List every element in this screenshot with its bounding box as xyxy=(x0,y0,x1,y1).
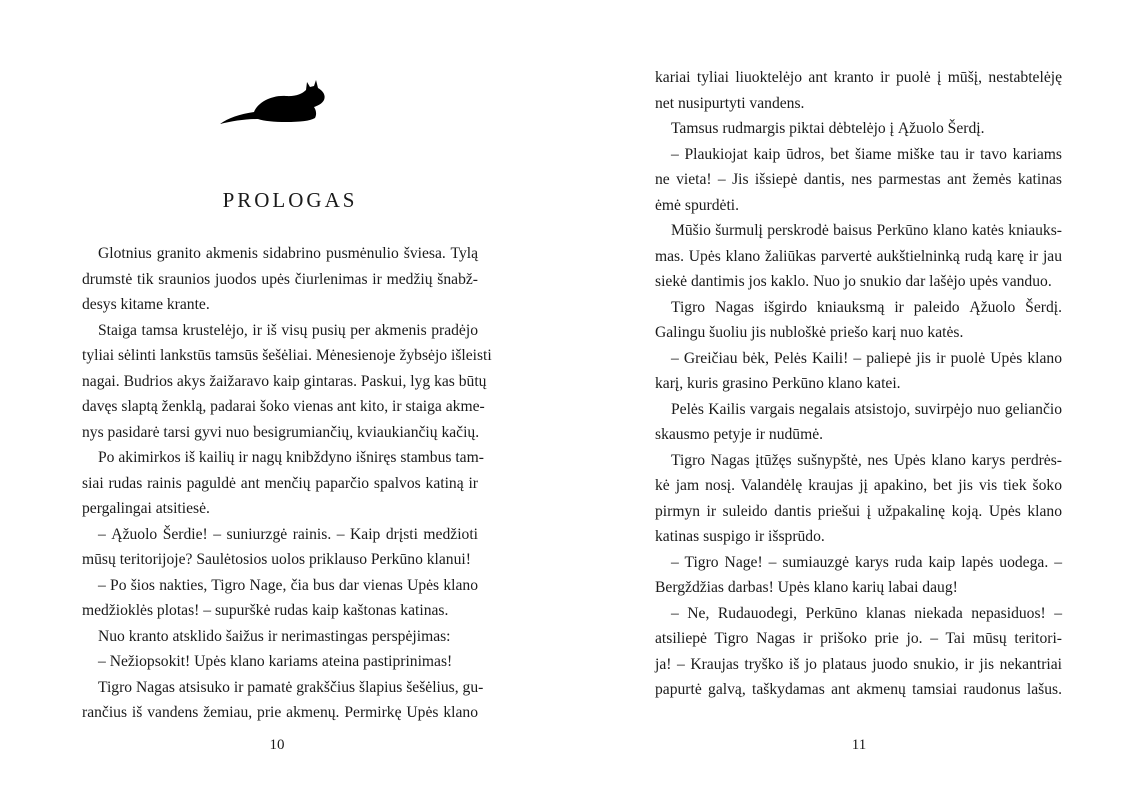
text-line: Nuo kranto atsklido šaižus ir nerimastingas perspėjimas: xyxy=(98,627,451,645)
text-line: – Tigro Nage! – sumiauzgė karys ruda kaip lapės uodega. – xyxy=(671,553,1062,571)
text-line: Glotnius granito akmenis sidabrino pusmėnulio šviesa. Tylą xyxy=(98,245,478,262)
text-line: Pelės Kailis vargais negalais atsistojo, suvirpėjo nuo geliančio xyxy=(671,400,1062,418)
text-line: papurtė galvą, taškydamas ant akmenų tamsiai raudonus lašus. xyxy=(655,681,1062,698)
text-line: siekė dantimis jos kaklo. Nuo jo snukio dar lašėjo upės vanduo. xyxy=(655,273,1052,290)
text-line: tyliai sėlinti lankstūs tamsūs šešėliai. Mėnesienoje žybsėjo išleisti xyxy=(82,347,492,364)
text-line: – Ąžuolo Šerdie! – suniurzgė rainis. – Kaip drįsti medžioti xyxy=(98,525,478,543)
text-line: davęs slaptą ženklą, padarai šoko vienas ant kito, ir staiga akme- xyxy=(82,398,485,415)
left-page xyxy=(0,0,566,801)
text-line: Tamsus rudmargis piktai dėbtelėjo į Ąžuolo Šerdį. xyxy=(671,120,985,137)
text-line: mas. Upės klano žaliūkas parvertė aukštielninką rudą karę ir jau xyxy=(655,247,1062,265)
text-line: Tigro Nagas įtūžęs sušnypštė, nes Upės klano karys perdrės- xyxy=(671,451,1062,469)
text-line: pergalingai atsitiesė. xyxy=(82,500,210,517)
text-line: desys kitame krante. xyxy=(82,296,210,313)
text-line: – Plaukiojat kaip ūdros, bet šiame miške tau ir tavo kariams xyxy=(671,145,1062,163)
text-line: – Ne, Rudauodegi, Perkūno klanas niekada nepasiduos! – xyxy=(671,604,1062,622)
text-line: nys pasidarė tarsi gyvi nuo besigrumiančių, kviaukiančių kačių. xyxy=(82,423,480,441)
text-line: – Po šios nakties, Tigro Nage, čia bus dar vienas Upės klano xyxy=(98,576,478,594)
text-line: atsiliepė Tigro Nagas ir prišoko prie jo. – Tai mūsų teritori- xyxy=(655,630,1062,647)
text-line: kė jam nosį. Valandėlę kraujas jį apakino, bet jis vis tiek šoko xyxy=(655,477,1062,494)
text-line: Tigro Nagas atsisuko ir pamatė grakščius šlapius šešėlius, gu- xyxy=(98,678,484,696)
text-line: Galingu šuoliu jis nubloškė priešo karį nuo katės. xyxy=(655,324,964,341)
text-line: – Nežiopsokit! Upės klano kariams ateina pastiprinimas! xyxy=(98,653,453,670)
text-line: ėmė spurdėti. xyxy=(655,196,740,214)
cat-silhouette-icon xyxy=(220,78,328,128)
text-line: Po akimirkos iš kailių ir nagų knibždyno išniręs stambus tam- xyxy=(98,449,484,466)
text-line: kariai tyliai liuoktelėjo ant kranto ir puolė į mūšį, nestabtelėję xyxy=(655,69,1062,86)
text-line: Mūšio šurmulį perskrodė baisus Perkūno klano katės kniauks- xyxy=(671,222,1062,239)
text-line: siai rudas rainis paguldė ant menčių paparčio spalvos katiną ir xyxy=(82,474,478,492)
text-line: skausmo petyje ir nudūmė. xyxy=(655,426,824,443)
text-line: nagai. Budrios akys žaižaravo kaip gintaras. Paskui, lyg kas būtų xyxy=(82,372,487,390)
page-number-right: 11 xyxy=(851,737,867,753)
page-number-left: 10 xyxy=(269,737,285,753)
text-line: drumstė tik sraunios juodos upės čiurlenimas ir medžių šnabž- xyxy=(82,270,478,288)
text-line: net nusipurtyti vandens. xyxy=(655,94,805,112)
chapter-title: PROLOGAS xyxy=(222,188,358,212)
text-line: pirmyn ir suleido dantis priešui į užpakalinę koją. Upės klano xyxy=(655,502,1062,520)
text-line: katinas suspigo ir išsprūdo. xyxy=(655,528,825,545)
text-line: mūsų teritorijoje? Saulėtosios uolos priklauso Perkūno klanui! xyxy=(82,551,471,568)
text-line: medžioklės plotas! – supurškė rudas kaip kaštonas katinas. xyxy=(82,602,449,619)
right-body-text xyxy=(655,65,1062,703)
left-body-text xyxy=(82,241,492,726)
text-line: Bergždžias darbas! Upės klano karių labai daug! xyxy=(655,579,958,596)
text-line: rančius iš vandens žemiau, prie akmenų. Permirkę Upės klano xyxy=(82,704,478,721)
text-line: – Greičiau bėk, Pelės Kaili! – paliepė jis ir puolė Upės klano xyxy=(671,349,1062,367)
text-line: karį, kuris grasino Perkūno klano katei. xyxy=(655,375,901,392)
text-line: Tigro Nagas išgirdo kniauksmą ir paleido Ąžuolo Šerdį. xyxy=(671,298,1062,316)
text-line: Staiga tamsa krustelėjo, ir iš visų pusių per akmenis pradėjo xyxy=(98,321,478,339)
text-line: ne vieta! – Jis išsiepė dantis, nes parmestas ant žemės katinas xyxy=(655,171,1062,188)
right-page xyxy=(566,0,1133,801)
text-line: ja! – Kraujas tryško iš jo plataus juodo snukio, ir jis nekantriai xyxy=(655,655,1062,673)
